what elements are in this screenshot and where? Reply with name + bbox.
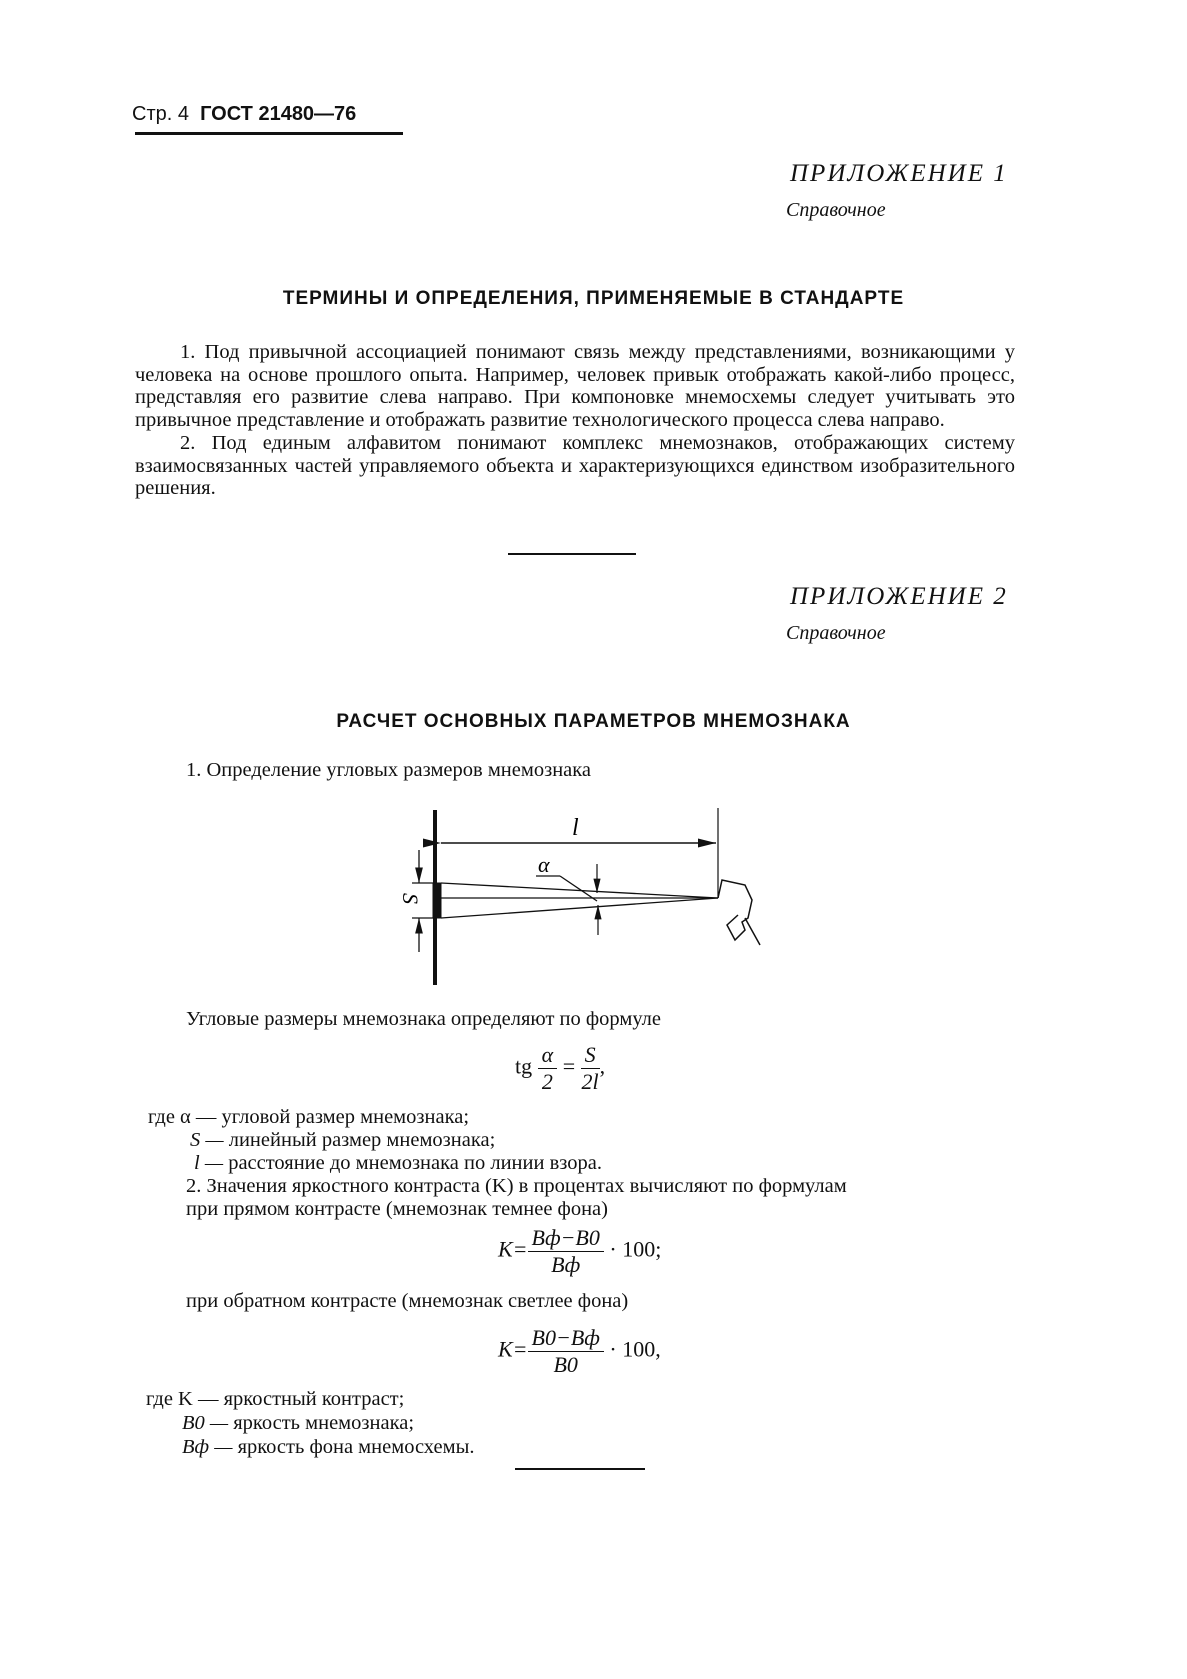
reverse-contrast-text: при обратном контрасте (мнемознак светлее фона): [186, 1290, 629, 1312]
appendix2-heading: РАСЧЕТ ОСНОВНЫХ ПАРАМЕТРОВ МНЕМОЗНАКА: [336, 711, 851, 732]
standard-number: ГОСТ 21480—76: [200, 103, 357, 125]
mnemonic-sign: [433, 883, 441, 918]
observer-head-icon: [718, 880, 760, 945]
appendix2-title: ПРИЛОЖЕНИЕ 2: [790, 583, 1008, 610]
formula-tangent: tg $\frac{\alpha}{2}$ = $\frac{S}{2l}$ ,: [515, 1042, 606, 1094]
appendix1-type: Справочное: [786, 199, 886, 221]
item1: 1. Определение угловых размеров мнемознака: [186, 759, 592, 781]
paragraph: 1. Под привычной ассоциацией понимают связь между представлениями, возникающими у человека на основе прошлого опыта. Например, человек привык отображать какой-либо процесс, представляя его развитие слева направо. При компоновке мнемосхемы следует учитывать это привычное представление и отображать развитие технологического процесса слева направо.: [135, 341, 1015, 432]
formula-intro: Угловые размеры мнемознака определяют по формуле: [186, 1008, 662, 1030]
where-list-2: где K — яркостный контраст; B0 — яркость мнемознака; Bф — яркость фона мнемосхемы.: [146, 1388, 475, 1458]
label-l: l: [572, 815, 579, 841]
appendix1-heading: ТЕРМИНЫ И ОПРЕДЕЛЕНИЯ, ПРИМЕНЯЕМЫЕ В СТАНДАРТЕ: [282, 288, 905, 309]
appendix1-title: ПРИЛОЖЕНИЕ 1: [790, 160, 1008, 187]
formula-direct-contrast: K= $\frac{Bф-B0}{Bф}$ · 100;: [498, 1225, 662, 1277]
page-number: Стр. 4: [132, 103, 189, 125]
where-list-1-lines: где α — угловой размер мнемознака; S — линейный размер мнемознака; l — расстояние до мнемознака по линии взора.: [148, 1106, 602, 1174]
label-alpha: α: [538, 852, 550, 877]
paragraph: 2. Под единым алфавитом понимают комплекс мнемознаков, отображающих систему взаимосвязанных частей управляемого объекта и характеризующихся единством изобразительного решения.: [135, 431, 1015, 500]
label-s: S: [398, 893, 423, 904]
formula-reverse-contrast: K= $\frac{B0-Bф}{B0}$ · 100,: [498, 1325, 661, 1377]
separator: [515, 1468, 645, 1470]
appendix2-type: Справочное: [786, 622, 886, 644]
item2: 2. Значения яркостного контраста (K) в процентах вычисляют по формулам при прямом контрасте (мнемознак темнее фона): [186, 1175, 847, 1220]
